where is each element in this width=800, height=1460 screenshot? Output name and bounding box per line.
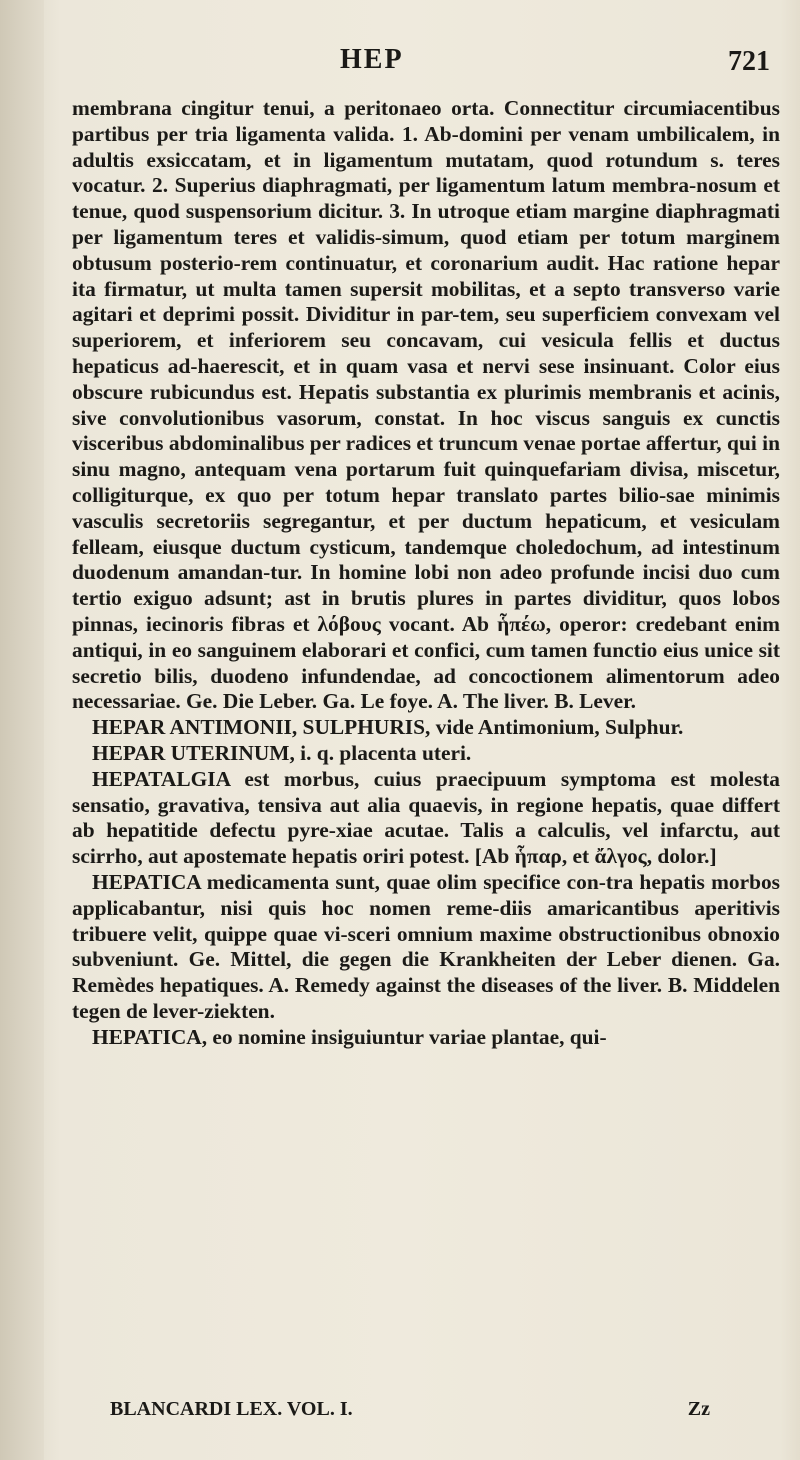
signature-mark: Zz [687,1398,710,1420]
entry-hepar-uterinum: HEPAR UTERINUM, i. q. placenta uteri. [92,740,472,765]
entry-hepatica-plantae: HEPATICA, eo nomine insiguiuntur variae plantae, qui- [92,1024,607,1049]
entry-hepar-antimonii: HEPAR ANTIMONII, SULPHURIS, vide Antimonium, Sulphur. [92,715,684,740]
imprint: BLANCARDI LEX. VOL. I. [110,1398,353,1420]
dictionary-text [72,96,780,1050]
page-number: 721 [728,46,770,77]
entry-hepatalgia: HEPATALGIA est morbus, cuius praecipuum symptoma est molesta sensatio, gravativa, tensiva aut alia quaevis, in regione hepatis, quae differt ab hepatitide defectu pyre-xiae acutae. Talis a calculis, vel infarctu, aut scirrho, aut apostemate hepatis oriri potest. [Ab ἧπαρ, et ἄλγος, dolor.] [72,766,780,869]
entry-hepatica-medicamenta: HEPATICA medicamenta sunt, quae olim specifice con-tra hepatis morbos applicabantur, nisi quis hoc nomen reme-diis amaricantibus aperitivis tribuere velit, quippe quae vi-sceri omnium maxime obstructionibus obnoxio subveniunt. Ge. Mittel, die gegen die Krankheiten der Leber dienen. Ga. Remèdes hepatiques. A. Remedy against the diseases of the liver. B. Middelen tegen de lever-ziekten. [72,869,780,1023]
running-head: HEP [340,44,404,75]
page-header [330,44,770,84]
page-gutter [0,0,44,1460]
entry-hepar-continued: membrana cingitur tenui, a peritonaeo orta. Connectitur circumiacentibus partibus per tria ligamenta valida. 1. Ab-domini per venam umbilicalem, in adultis exsiccatam, et in ligamentum mutatam, quod rotundum s. teres vocatur. 2. Superius diaphragmati, per ligamentum latum membra-nosum et tenue, quod suspensorium dicitur. 3. In utroque etiam margine diaphragmati per ligamentum teres et validis-simum, quod etiam per totum marginem obtusum posterio-rem continuatur, et coronarium audit. Hac ratione hepar ita firmatur, ut multa tamen supersit mobilitas, et a septo transverso varie agitari et deprimi possit. Dividitur in par-tem, seu superficiem convexam vel superiorem, et inferiorem seu concavam, cui vesicula fellis et ductus hepaticus ad-haerescit, et in quam vasa et nervi sese insinuant. Color eius obscure rubicundus est. Hepatis substantia ex plurimis membranis et acinis, sive convolutionibus vasorum, constat. In hoc viscus sanguis ex cunctis visceribus abdominalibus per radices et truncum venae portae affertur, qui in sinu magno, antequam vena portarum fuit quinquefariam divisa, miscetur, colligiturque, ex quo per totum hepar translato partes bilio-sae minimis vasculis secretoriis segregantur, et per ductum hepaticum, et vesiculam felleam, eiusque ductum cysticum, tandemque choledochum, ad intestinum duodenum amandan-tur. In homine lobi non adeo profunde incisi duo cum tertio exiguo adsunt; ast in brutis plures in partes dividitur, quos lobos pinnas, iecinoris fibras et λόβους vocant. Ab ἧπέω, operor: credebant enim antiqui, in eo sanguinem elaborari et confici, cum tamen functio eius unice sit secretio bilis, duodeno infundendae, ad concoctionem alimentorum adeo necessariae. Ge. Die Leber. Ga. Le foye. A. The liver. B. Lever. [72,96,780,714]
page-footer [110,1398,730,1428]
